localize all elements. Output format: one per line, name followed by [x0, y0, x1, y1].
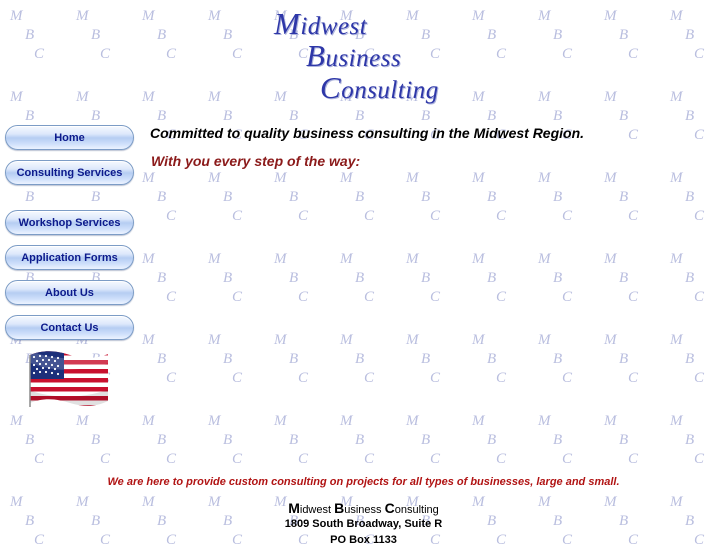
footer-address	[0, 500, 727, 548]
mission-statement: We are here to provide custom consulting on projects for all types of businesses, large and small.	[107, 476, 620, 488]
us-flag-icon	[26, 349, 110, 409]
logo-line-business: Business	[306, 38, 402, 73]
nav-contact-us-button[interactable]: Contact Us	[5, 315, 134, 340]
sub-tagline: With you every step of the way:	[151, 153, 361, 169]
nav-about-us-button[interactable]: About Us	[5, 280, 134, 305]
nav-home-button[interactable]: Home	[5, 125, 134, 150]
street-address: 1809 South Broadway, Suite R	[284, 518, 443, 530]
logo-line-consulting: Consulting	[320, 70, 439, 105]
company-name: Midwest Business Consulting	[288, 500, 439, 516]
nav-workshop-services-button[interactable]: Workshop Services	[5, 210, 134, 235]
site-logo	[268, 4, 468, 105]
po-box: PO Box 1133	[330, 534, 397, 546]
nav-application-forms-button[interactable]: Application Forms	[5, 245, 134, 270]
logo-line-midwest: Midwest	[274, 6, 368, 41]
tagline: Committed to quality business consulting in the Midwest Region.	[150, 125, 585, 141]
nav-consulting-services-button[interactable]: Consulting Services	[5, 160, 134, 185]
